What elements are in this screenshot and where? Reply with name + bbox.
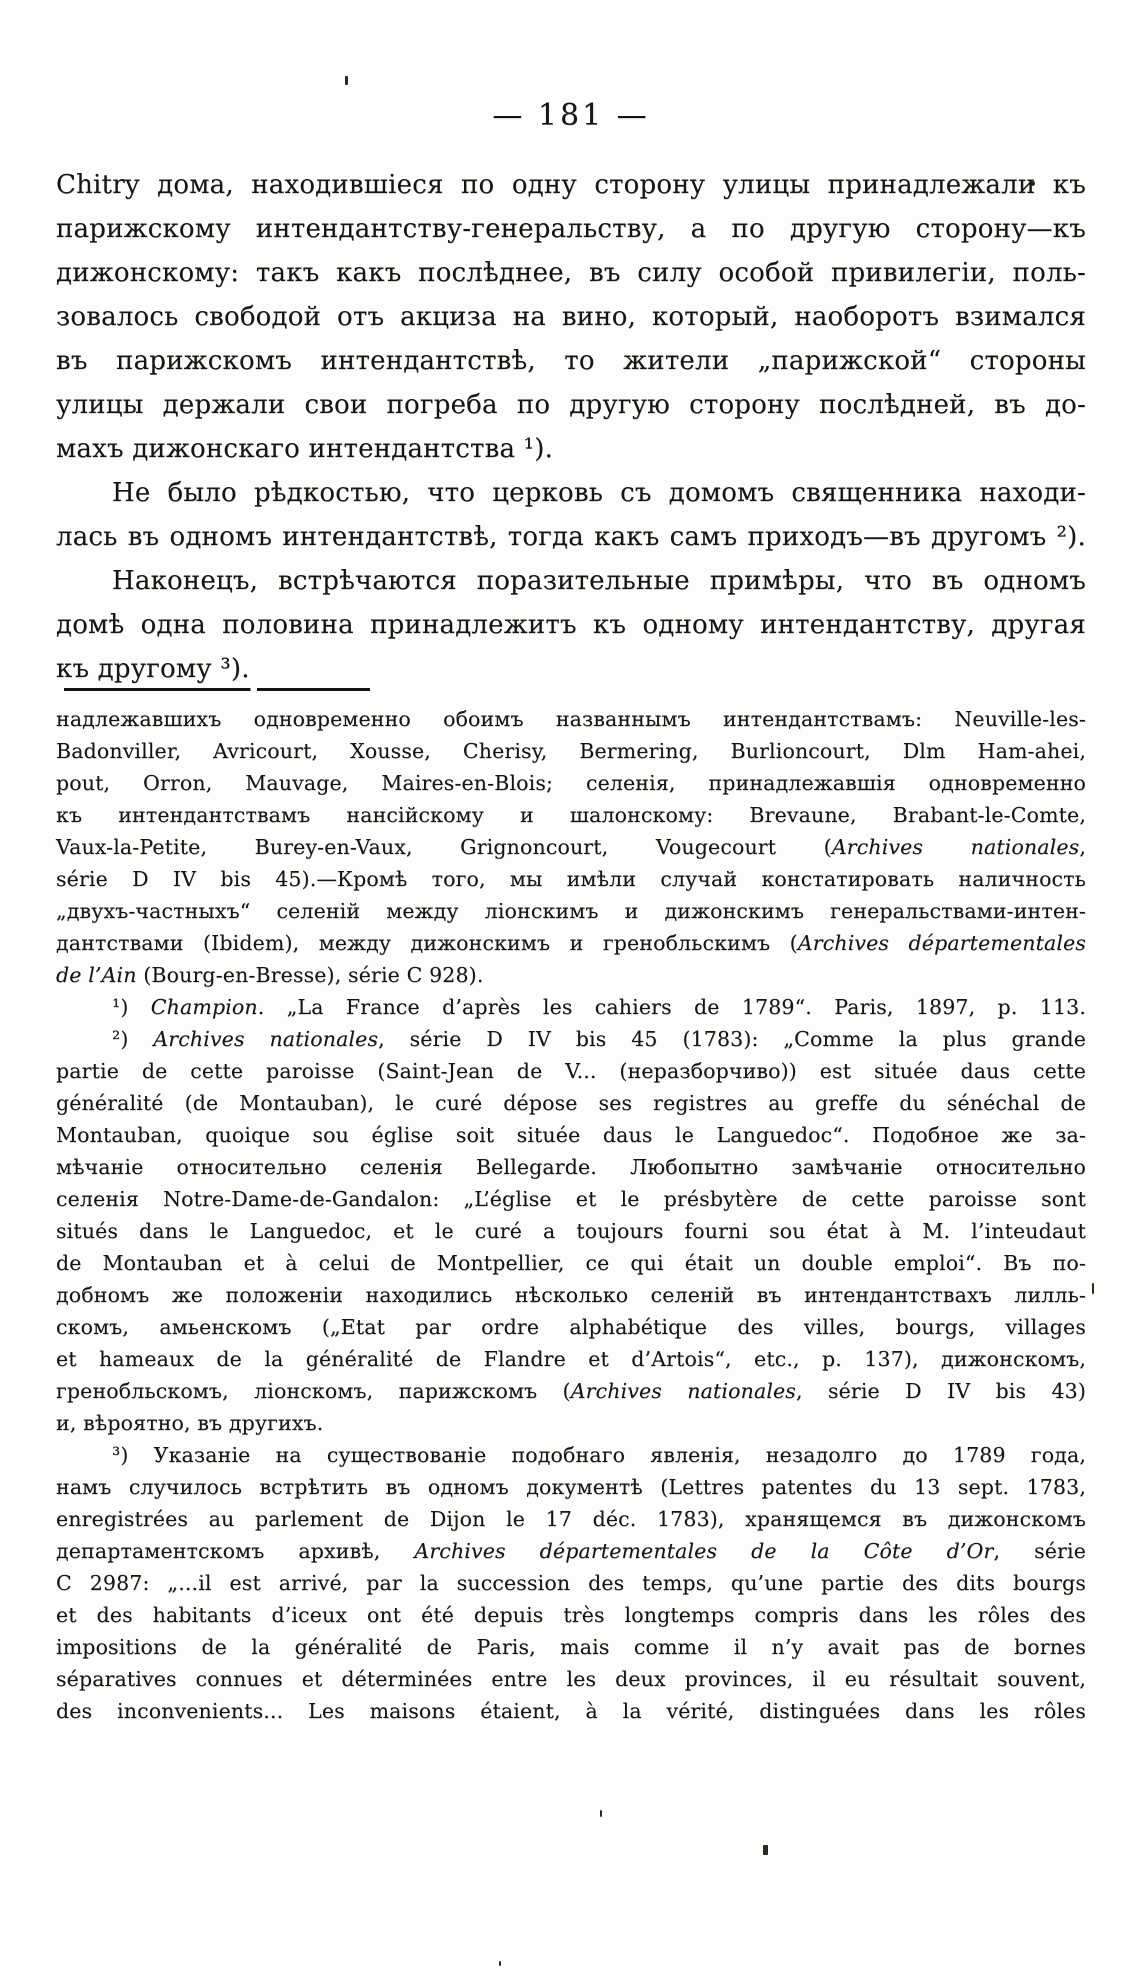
text-line	[56, 559, 1086, 603]
paragraph	[56, 1439, 1086, 1727]
text-line	[56, 1663, 1086, 1695]
paragraph	[56, 163, 1086, 471]
text-line	[56, 799, 1086, 831]
text-segment: situés dans le Languedoc, et le curé a toujours fourni sou état à M. l’inteudaut	[56, 1219, 1086, 1243]
text-segment: (Bourg-en-Bresse), série C 928).	[136, 963, 484, 987]
scan-speck	[345, 76, 348, 85]
italic-text-segment: Champion.	[150, 995, 265, 1019]
text-line	[56, 1023, 1086, 1055]
italic-text-segment: de l’Ain	[56, 963, 137, 987]
body-text	[56, 163, 1086, 691]
text-segment: гренобльскомъ, ліонскомъ, парижскомъ (	[56, 1379, 571, 1403]
text-segment: C 2987: „...il est arrivé, par la succession des temps, qu’une partie des dits bourgs	[56, 1571, 1086, 1595]
italic-text-segment: Archives nationales	[570, 1379, 796, 1403]
text-segment: partie de cette paroisse (Saint-Jean de V... (неразборчиво)) est située daus cette	[56, 1059, 1086, 1083]
paragraph	[56, 559, 1086, 691]
text-line	[56, 427, 1086, 471]
text-line	[56, 251, 1086, 295]
text-segment: надлежавшихъ одновременно обоимъ названнымъ интендантствамъ: Neuville-les-	[56, 707, 1086, 731]
text-line	[56, 1375, 1086, 1407]
text-line	[56, 295, 1086, 339]
text-line	[56, 1151, 1086, 1183]
italic-text-segment: Archives nationales	[831, 835, 1080, 859]
text-line	[56, 1215, 1086, 1247]
text-segment: дантствами (Ibidem), между дижонскимъ и гренобльскимъ (	[56, 931, 798, 955]
scan-speck	[600, 1810, 602, 1817]
text-line	[56, 647, 1086, 691]
text-line	[56, 1631, 1086, 1663]
text-line	[56, 1247, 1086, 1279]
text-segment: „двухъ-частныхъ“ селеній между ліонскимъ и дижонскимъ генеральствами-интен-	[56, 899, 1086, 923]
text-line	[56, 895, 1086, 927]
text-line	[56, 1055, 1086, 1087]
text-line	[56, 1407, 1086, 1439]
text-segment: ,	[1079, 835, 1086, 859]
text-segment: селенія Notre-Dame-de-Gandalon: „L’église et le présbytère de cette paroisse sont	[56, 1187, 1086, 1211]
text-line	[56, 959, 1086, 991]
text-segment: pout, Orron, Mauvage, Maires-en-Blois; селенія, принадлежавшія одновременно	[56, 771, 1086, 795]
text-segment: série D IV bis 45).—Кромѣ того, мы имѣли случай констатировать наличность	[56, 867, 1086, 891]
text-segment: des inconvenients... Les maisons étaient, à la vérité, distinguées dans les rôles	[56, 1699, 1086, 1723]
text-segment: лась въ одномъ интендантствѣ, тогда какъ самъ приходъ—въ другомъ ²).	[56, 522, 1086, 552]
text-segment: къ другому ³).	[56, 654, 250, 684]
text-line	[56, 703, 1086, 735]
text-segment: и, вѣроятно, въ другихъ.	[56, 1411, 324, 1435]
text-segment: de Montauban et à celui de Montpellier, ce qui était un double emploi“. Въ по-	[56, 1251, 1086, 1275]
text-line	[56, 1503, 1086, 1535]
paragraph	[56, 1023, 1086, 1439]
text-segment: ³) Указаніе на существованіе подобнаго явленія, незадолго до 1789 года,	[112, 1443, 1086, 1467]
scan-speck	[499, 1961, 501, 1966]
text-segment: , série	[993, 1539, 1086, 1563]
text-segment: къ интендантствамъ нансійскому и шалонскому: Brevaune, Brabant-le-Comte,	[56, 803, 1086, 827]
text-segment: enregistrées au parlement de Dijon le 17 déc. 1783), хранящемся въ дижонскомъ	[56, 1507, 1086, 1531]
italic-text-segment: Archives départementales de la Côte d’Or	[414, 1539, 994, 1563]
text-segment: , série D IV bis 43)	[795, 1379, 1087, 1403]
text-line	[56, 1599, 1086, 1631]
scan-speck	[763, 1845, 768, 1855]
text-line	[56, 1279, 1086, 1311]
text-line	[56, 515, 1086, 559]
text-line	[56, 1183, 1086, 1215]
text-segment: департаментскомъ архивѣ,	[56, 1539, 415, 1563]
text-segment: Не было рѣдкостью, что церковь съ домомъ священника находи-	[112, 478, 1086, 508]
text-line	[56, 1471, 1086, 1503]
text-segment: , série D IV bis 45 (1783): „Comme la plus grande	[378, 1027, 1086, 1051]
text-line	[56, 471, 1086, 515]
text-segment: зовалось свободой отъ акциза на вино, который, наоборотъ взимался	[56, 302, 1086, 332]
paragraph	[56, 991, 1086, 1023]
text-line	[56, 1535, 1086, 1567]
italic-text-segment: Archives nationales	[153, 1027, 379, 1051]
text-segment: ¹)	[112, 995, 151, 1019]
text-line	[56, 163, 1086, 207]
text-segment: мѣчаніе относительно селенія Bellegarde. Любопытно замѣчаніе относительно	[56, 1155, 1086, 1179]
text-segment: улицы держали свои погреба по другую сторону послѣдней, въ до-	[56, 390, 1086, 420]
text-segment: „La France d’après les cahiers de 1789“. Paris, 1897, p. 113.	[264, 995, 1087, 1019]
text-line	[56, 1567, 1086, 1599]
text-line	[56, 1311, 1086, 1343]
text-segment: et hameaux de la généralité de Flandre et d’Artois“, etc., p. 137), дижонскомъ,	[56, 1347, 1086, 1371]
italic-text-segment: Archives départementales	[797, 931, 1086, 955]
text-segment: séparatives connues et déterminées entre les deux provinces, il eu résultait souvent,	[56, 1667, 1086, 1691]
text-segment: скомъ, амьенскомъ („Etat par ordre alphabétique des villes, bourgs, villages	[56, 1315, 1086, 1339]
text-line	[56, 603, 1086, 647]
text-segment: impositions de la généralité de Paris, mais comme il n’y avait pas de bornes	[56, 1635, 1086, 1659]
scan-speck	[1092, 1283, 1094, 1294]
text-segment: въ парижскомъ интендантствѣ, то жители „парижской“ стороны	[56, 346, 1086, 376]
text-line	[56, 1087, 1086, 1119]
text-segment: дижонскому: такъ какъ послѣднее, въ силу особой привилегіи, поль-	[56, 258, 1086, 288]
text-line	[56, 863, 1086, 895]
text-line	[56, 207, 1086, 251]
text-segment: Наконецъ, встрѣчаются поразительные примѣры, что въ одномъ	[112, 566, 1086, 596]
text-segment: добномъ же положеніи находились нѣсколько селеній въ интендантствахъ лилль-	[56, 1283, 1086, 1307]
page-number: — 181 —	[492, 98, 650, 133]
footnote-separator-rule	[64, 688, 370, 691]
footnotes-block	[56, 703, 1086, 1727]
text-line	[56, 831, 1086, 863]
text-segment: парижскому интендантству-генеральству, а по другую сторону—къ	[56, 214, 1086, 244]
paragraph	[56, 471, 1086, 559]
text-segment: домѣ одна половина принадлежитъ къ одному интендантству, другая	[56, 610, 1086, 640]
text-line	[56, 927, 1086, 959]
text-line	[56, 1119, 1086, 1151]
paragraph	[56, 703, 1086, 991]
text-segment: Chitry дома, находившіеся по одну сторону улицы принадлежали къ	[56, 170, 1086, 200]
text-segment: ²)	[112, 1027, 154, 1051]
text-segment: Vaux-la-Petite, Burey-en-Vaux, Grignoncourt, Vougecourt (	[56, 835, 832, 859]
text-line	[56, 767, 1086, 799]
text-segment: Badonviller, Avricourt, Xousse, Cherisy, Bermering, Burlioncourt, Dlm Ham-ahei,	[56, 739, 1086, 763]
text-line	[56, 991, 1086, 1023]
text-line	[56, 1695, 1086, 1727]
text-line	[56, 1343, 1086, 1375]
text-segment: généralité (de Montauban), le curé dépose ses registres au greffe du sénéchal de	[56, 1091, 1086, 1115]
text-segment: Montauban, quoique sou église soit située daus le Languedoc“. Подобное же за-	[56, 1123, 1086, 1147]
text-line	[56, 735, 1086, 767]
text-segment: махъ дижонскаго интендантства ¹).	[56, 434, 554, 464]
text-line	[56, 1439, 1086, 1471]
text-segment: et des habitants d’iceux ont été depuis très longtemps compris dans les rôles des	[56, 1603, 1086, 1627]
text-line	[56, 383, 1086, 427]
text-line	[56, 339, 1086, 383]
text-segment: намъ случилось встрѣтить въ одномъ документѣ (Lettres patentes du 13 sept. 1783,	[56, 1475, 1086, 1499]
